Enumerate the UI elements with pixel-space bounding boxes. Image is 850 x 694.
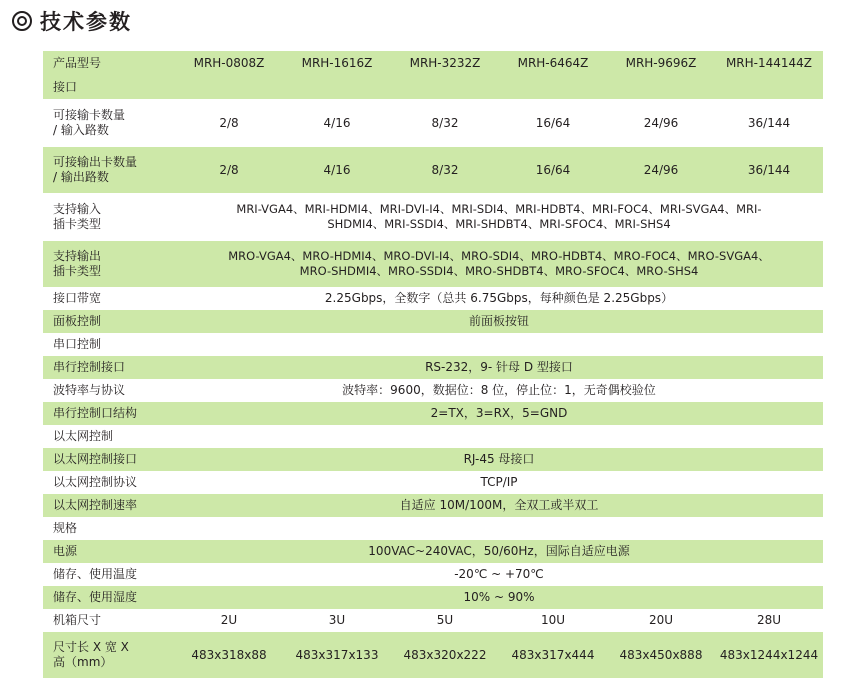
row-label: 串行控制口结构 (43, 402, 175, 425)
value-cell: 自适应 10M/100M，全双工或半双工 (175, 494, 823, 517)
row-label: 以太网控制 (53, 429, 114, 443)
value-cell: 28U (756, 613, 782, 627)
row-eth-protocol (43, 471, 823, 494)
row-label: 以太网控制接口 (43, 448, 175, 471)
value-cell: 2/8 (219, 115, 239, 130)
row-label: 储存、使用湿度 (43, 586, 175, 609)
model-cell: MRH-9696Z (607, 51, 715, 75)
row-label: 尺寸长 X 宽 X 高（mm） (43, 632, 175, 678)
spec-table (43, 51, 823, 678)
value-cell: 10% ~ 90% (175, 586, 823, 609)
row-label: 波特率与协议 (53, 383, 126, 397)
input-types-cell: MRI-VGA4、MRI-HDMI4、MRI-DVI-I4、MRI-SDI4、MRI-HDBT4、MRI-FOC4、MRI-SVGA4、MRI- SHDMI4、MRI-SSDI4、MRI-SHDBT4、MRI-SFOC4、MRI-SHS4 (236, 202, 762, 231)
row-ethernet (43, 425, 823, 448)
row-storage-temp (43, 563, 823, 586)
row-input-cards (43, 99, 823, 147)
section-heading (12, 6, 132, 36)
model-cell: MRH-6464Z (499, 51, 607, 75)
value-cell: 483x450x888 (607, 632, 715, 678)
row-label: 规格 (53, 521, 78, 535)
row-serial (43, 333, 823, 356)
value-cell: 24/96 (607, 147, 715, 193)
model-cell: MRH-0808Z (175, 51, 283, 75)
row-label: 产品型号 (43, 51, 175, 75)
section-title: 技术参数 (40, 9, 132, 34)
row-label: 可接输卡数量 / 输入路数 (53, 108, 126, 137)
value-cell: 2=TX，3=RX，5=GND (175, 402, 823, 425)
value-cell: 8/32 (431, 115, 459, 130)
value-cell: 3U (328, 613, 346, 627)
row-label: 储存、使用温度 (53, 567, 138, 581)
value-cell: 2.25Gbps，全数字（总共 6.75Gbps，每种颜色是 2.25Gbps） (324, 291, 674, 305)
row-output-types (43, 241, 823, 287)
row-spec (43, 517, 823, 540)
row-model (43, 51, 823, 75)
value-cell: 4/16 (323, 115, 351, 130)
value-cell: 4/16 (283, 147, 391, 193)
value-cell: 8/32 (391, 147, 499, 193)
output-types-cell: MRO-VGA4、MRO-HDMI4、MRO-DVI-I4、MRO-SDI4、MRO-HDBT4、MRO-FOC4、MRO-SVGA4、 MRO-SHDMI4、MRO-SSDI4、MRO-SHDBT4、MRO-SFOC4、MRO-SHS4 (175, 241, 823, 287)
row-baud (43, 379, 823, 402)
row-label: 可接输出卡数量 / 输出路数 (43, 147, 175, 193)
value-cell: 483x318x88 (175, 632, 283, 678)
row-interface (43, 75, 823, 99)
row-label: 以太网控制协议 (53, 475, 138, 489)
row-label: 以太网控制速率 (43, 494, 175, 517)
value-cell: 483x320x222 (391, 632, 499, 678)
row-chassis (43, 609, 823, 632)
value-cell: 16/64 (535, 115, 571, 130)
row-label: 面板控制 (43, 310, 175, 333)
row-power (43, 540, 823, 563)
row-label: 接口 (43, 75, 175, 99)
row-panel (43, 310, 823, 333)
value-cell: 10U (540, 613, 566, 627)
value-cell: 20U (648, 613, 674, 627)
row-eth-rate (43, 494, 823, 517)
row-output-cards (43, 147, 823, 193)
row-label: 电源 (43, 540, 175, 563)
row-label: 接口带宽 (53, 291, 102, 305)
value-cell: 36/144 (715, 147, 823, 193)
model-cell: MRH-3232Z (391, 51, 499, 75)
value-cell: TCP/IP (480, 475, 518, 489)
row-dimensions (43, 632, 823, 678)
model-cell: MRH-144144Z (715, 51, 823, 75)
row-eth-port (43, 448, 823, 471)
row-serial-port (43, 356, 823, 379)
value-cell: 波特率：9600，数据位：8 位，停止位：1，无奇偶校验位 (342, 383, 656, 397)
row-label: 支持输出 插卡类型 (43, 241, 175, 287)
value-cell: RS-232，9- 针母 D 型接口 (175, 356, 823, 379)
value-cell: 24/96 (643, 115, 679, 130)
row-label: 串行控制接口 (43, 356, 175, 379)
row-storage-humidity (43, 586, 823, 609)
model-cell: MRH-1616Z (283, 51, 391, 75)
row-label: 串口控制 (53, 337, 102, 351)
value-cell: 前面板按钮 (175, 310, 823, 333)
value-cell: -20℃ ~ +70℃ (454, 567, 544, 581)
value-cell: 2U (220, 613, 238, 627)
value-cell: 5U (436, 613, 454, 627)
value-cell: 2/8 (175, 147, 283, 193)
value-cell: 100VAC~240VAC，50/60Hz，国际自适应电源 (175, 540, 823, 563)
row-input-types (43, 193, 823, 241)
value-cell: 483x317x133 (283, 632, 391, 678)
row-serial-struct (43, 402, 823, 425)
value-cell: 483x1244x1244 (715, 632, 823, 678)
value-cell: RJ-45 母接口 (175, 448, 823, 471)
value-cell: 16/64 (499, 147, 607, 193)
value-cell: 483x317x444 (499, 632, 607, 678)
row-label: 支持输入 插卡类型 (53, 202, 102, 231)
row-bandwidth (43, 287, 823, 310)
double-circle-icon (12, 11, 32, 31)
row-label: 机箱尺寸 (53, 613, 102, 627)
value-cell: 36/144 (747, 115, 791, 130)
